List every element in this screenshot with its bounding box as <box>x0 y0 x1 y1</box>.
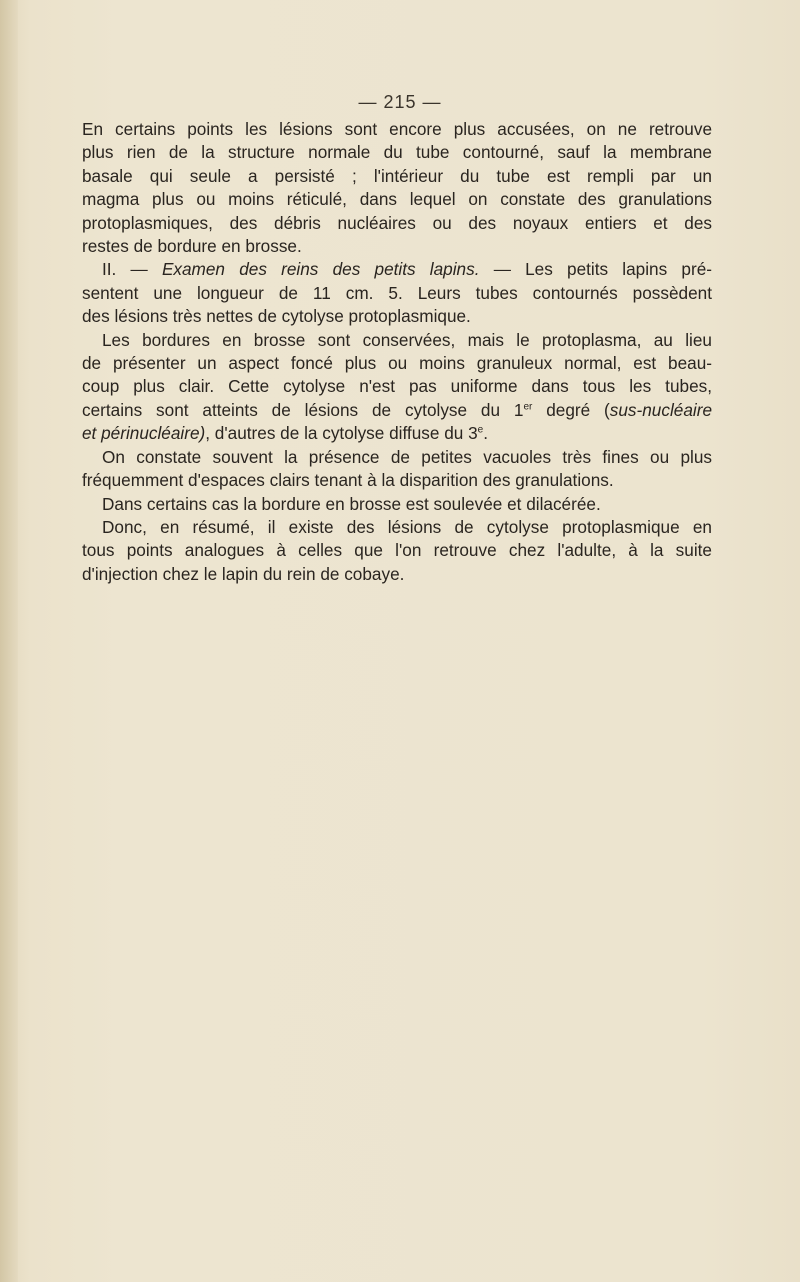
italic-term: et périnucléaire) <box>82 423 206 444</box>
text-line: sentent une longueur de 11 cm. 5. Leurs tubes contournés possèdent <box>82 282 712 303</box>
page-binding-edge <box>0 0 18 1282</box>
text-fragment: degré ( <box>532 399 610 420</box>
text-fragment: certains sont atteints de lésions de cytolyse du 1 <box>82 399 524 420</box>
paragraph-2 <box>82 258 712 328</box>
text-line: protoplasmiques, des débris nucléaires ou des noyaux entiers et des <box>82 212 712 233</box>
text-line: basale qui seule a persisté ; l'intérieur du tube est rempli par un <box>82 165 712 186</box>
text-fragment: . <box>483 423 488 444</box>
paragraph-5 <box>82 493 712 516</box>
italic-term: sus-nucléaire <box>609 399 712 420</box>
text-line: de présenter un aspect foncé plus ou moins granuleux normal, est beau- <box>82 353 712 374</box>
paragraph-4 <box>82 446 712 493</box>
text-line: restes de bordure en brosse. <box>82 236 302 257</box>
text-line: coup plus clair. Cette cytolyse n'est pas uniforme dans tous les tubes, <box>82 376 712 397</box>
text-line: fréquemment d'espaces clairs tenant à la disparition des granulations. <box>82 470 614 491</box>
text-line: d'injection chez le lapin du rein de cobaye. <box>82 563 405 584</box>
text-line: plus rien de la structure normale du tube contourné, sauf la membrane <box>82 142 712 163</box>
text-line: On constate souvent la présence de petites vacuoles très fines ou plus <box>102 446 712 467</box>
section-number: II. — <box>102 259 162 280</box>
paragraph-6 <box>82 516 712 586</box>
section-heading: Examen des reins des petits lapins. <box>161 259 480 280</box>
superscript: er <box>523 401 533 413</box>
text-fragment: — Les petits lapins pré- <box>479 259 712 280</box>
page-number: — 215 — <box>358 92 442 112</box>
text-line <box>82 422 712 445</box>
text-line: Dans certains cas la bordure en brosse est soulevée et dilacérée. <box>102 493 601 514</box>
text-line: magma plus ou moins réticulé, dans lequel on constate des granulations <box>82 189 712 210</box>
section-heading-line <box>82 258 712 281</box>
text-fragment: , d'autres de la cytolyse diffuse du 3 <box>205 423 478 444</box>
superscript: e <box>477 424 484 436</box>
text-line: des lésions très nettes de cytolyse protoplasmique. <box>82 306 471 327</box>
text-line: Les bordures en brosse sont conservées, mais le protoplasma, au lieu <box>102 329 712 350</box>
paragraph-1 <box>82 118 712 258</box>
paragraph-3 <box>82 329 712 446</box>
text-line: tous points analogues à celles que l'on retrouve chez l'adulte, à la suite <box>82 540 712 561</box>
text-line <box>82 399 712 422</box>
text-line: En certains points les lésions sont encore plus accusées, on ne retrouve <box>82 119 712 139</box>
text-line: Donc, en résumé, il existe des lésions de cytolyse protoplasmique en <box>102 516 712 537</box>
body-text <box>82 118 712 586</box>
